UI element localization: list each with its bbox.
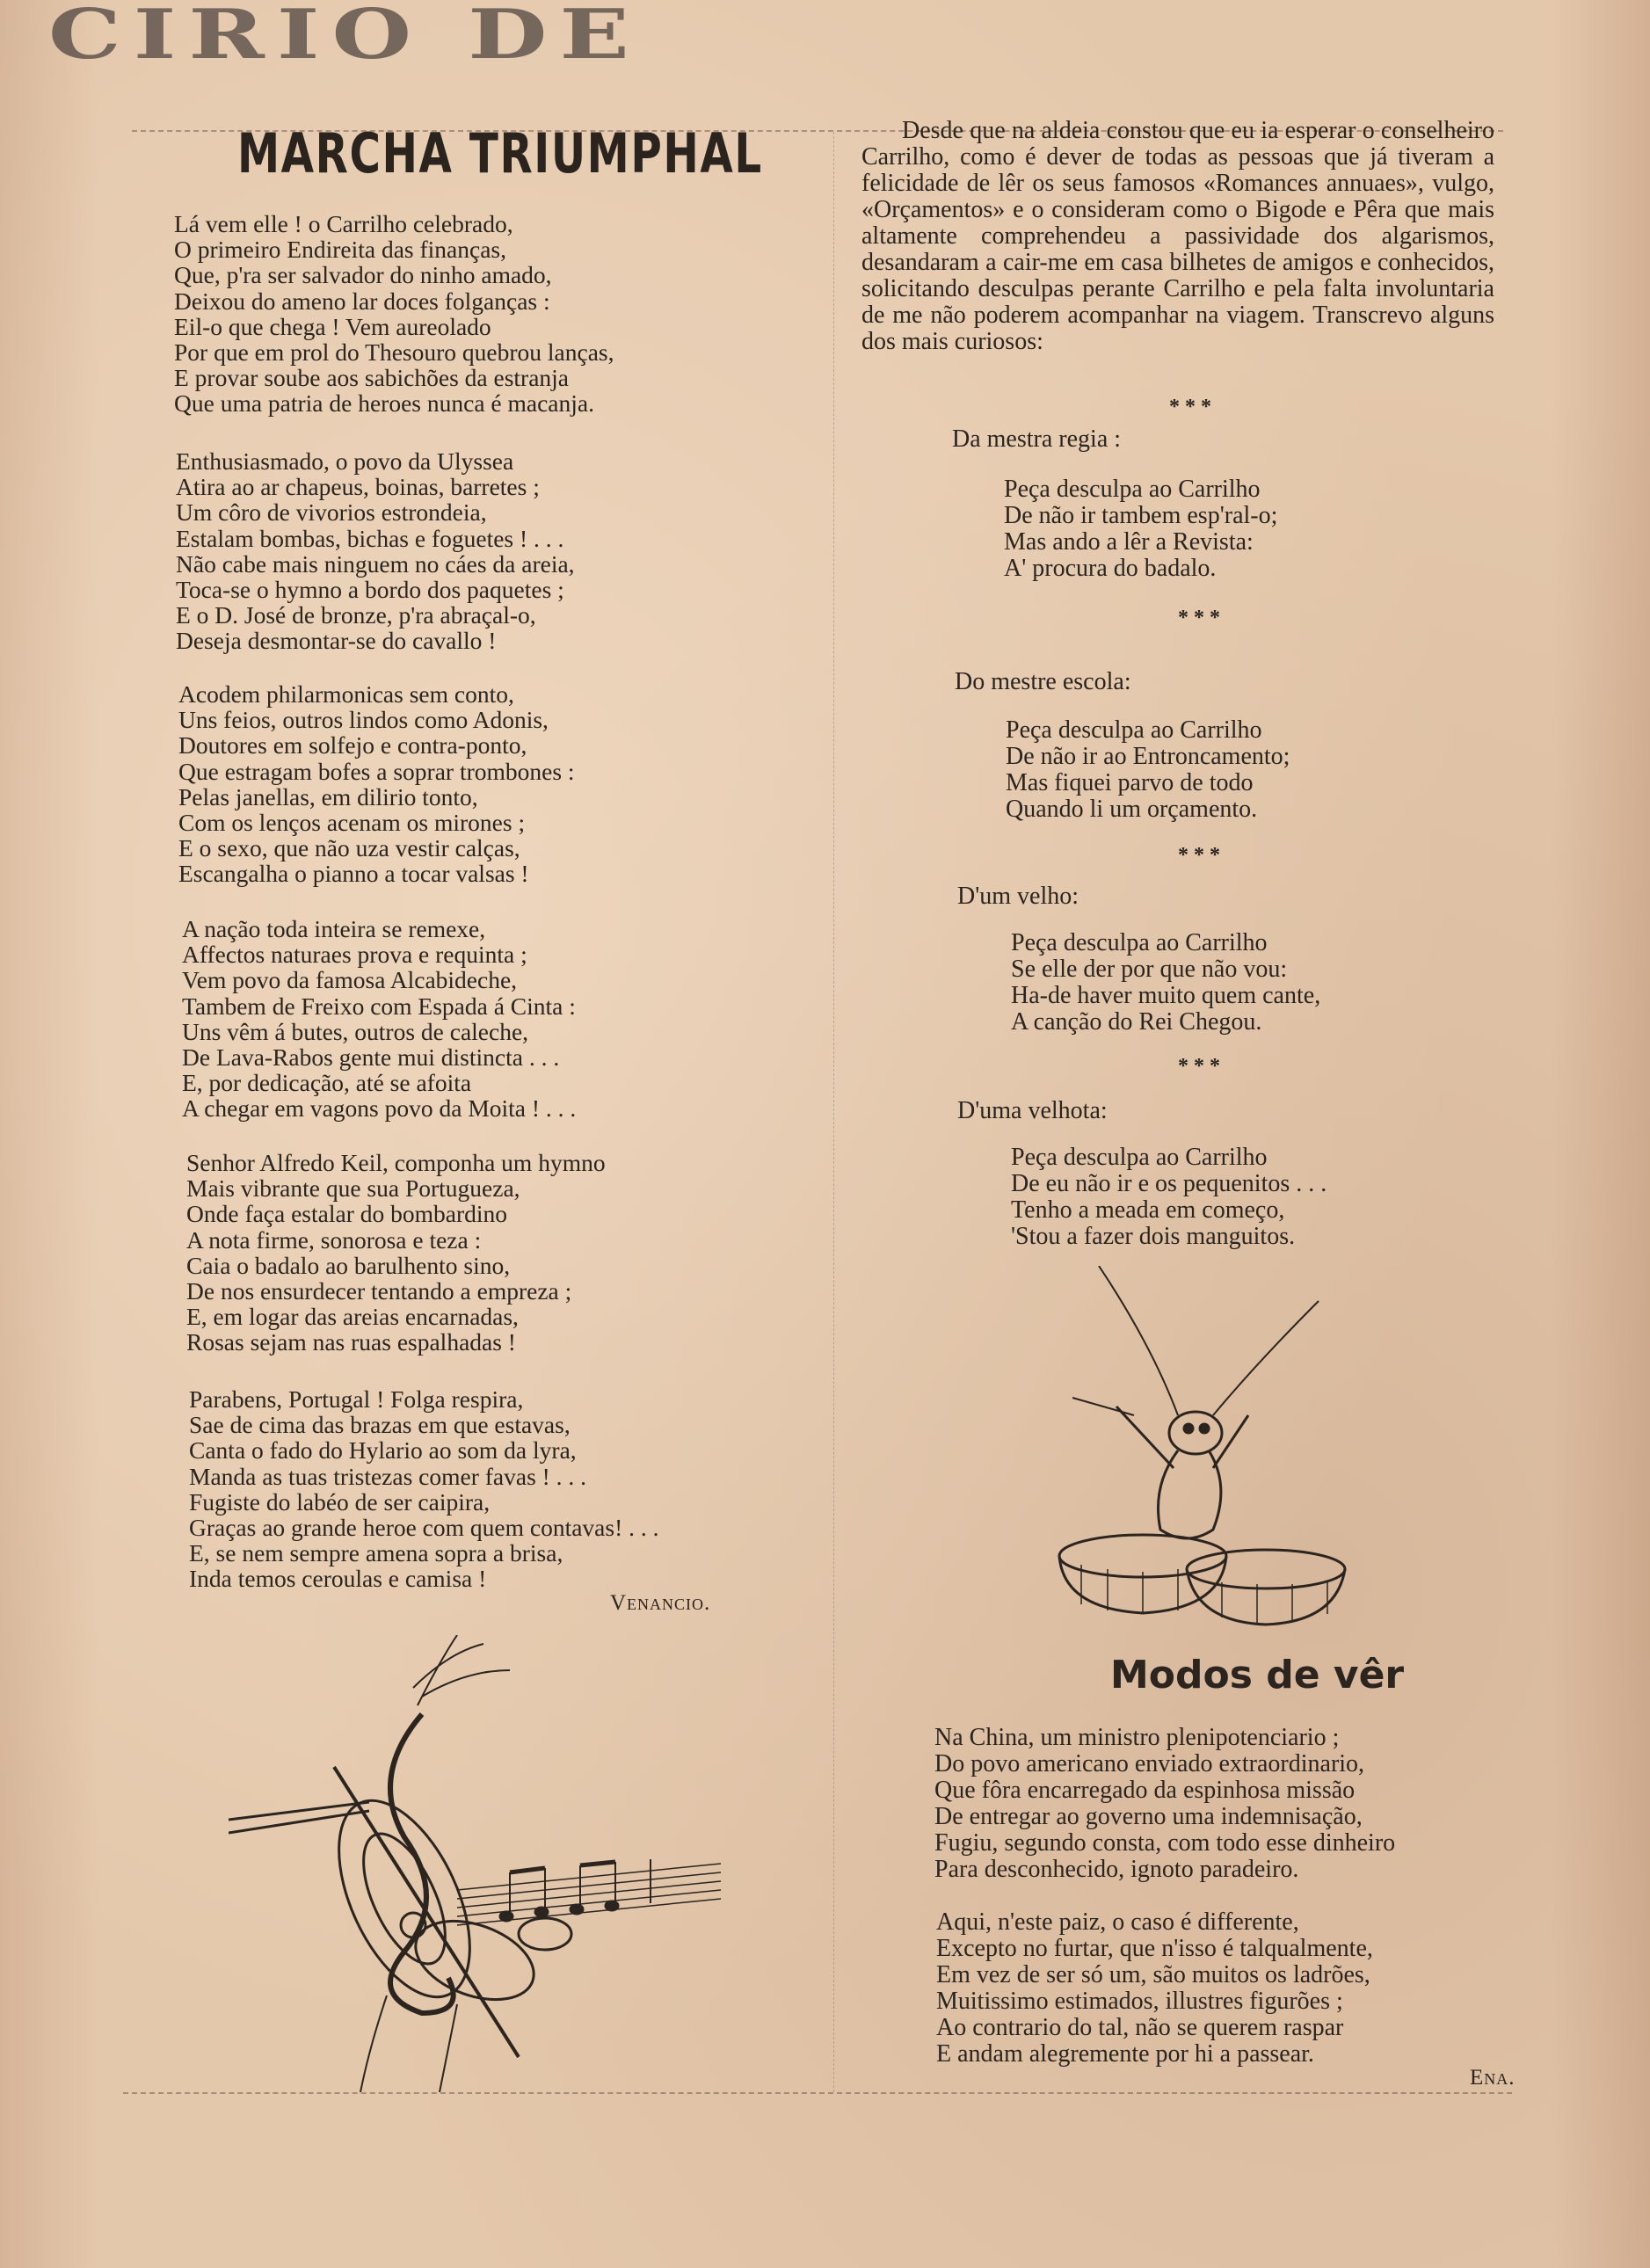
verse-line: Onde faça estalar do bombardino	[186, 1200, 507, 1228]
verse-line: Quando li um orçamento.	[1006, 796, 1258, 823]
verse-line: Tambem de Freixo com Espada á Cinta :	[182, 992, 576, 1020]
verse-line: Para desconhecido, ignoto paradeiro.	[934, 1856, 1299, 1883]
verse-line: Que uma patria de heroes nunca é macanja.	[174, 389, 594, 418]
verse-line: De não ir tambem esp'ral-o;	[1004, 502, 1278, 529]
verse-line: Senhor Alfredo Keil, componha um hymno	[186, 1149, 606, 1176]
verse-line: Peça desculpa ao Carrilho	[1011, 929, 1268, 956]
reply-verse-4	[1011, 1145, 1327, 1250]
verse-line: Ha-de haver muito quem cante,	[1011, 982, 1321, 1009]
verse-line: Deixou do ameno lar doces folganças :	[174, 287, 550, 315]
verse-line: Doutores em solfejo e contra-ponto,	[178, 731, 527, 760]
verse-line: O primeiro Endireita das finanças,	[174, 236, 506, 264]
verse-line: Escangalha o pianno a tocar valsas !	[178, 860, 529, 888]
modos-stanza-2	[936, 1909, 1373, 2068]
verse-line: Um côro de vivorios estrondeia,	[176, 498, 487, 527]
verse-line: E, em logar das areias encarnadas,	[186, 1303, 519, 1331]
modos-signature: Ena.	[1470, 2066, 1516, 2090]
verse-line: Peça desculpa ao Carrilho	[1006, 716, 1262, 744]
verse-line: E andam alegremente por hi a passear.	[936, 2040, 1314, 2068]
verse-line: Deseja desmontar-se do cavallo !	[176, 627, 497, 655]
march-signature: Venancio.	[610, 1591, 711, 1615]
verse-line: A nação toda inteira se remexe,	[182, 915, 486, 942]
verse-line: E, se nem sempre amena sopra a brisa,	[189, 1539, 563, 1567]
verse-line: Excepto no furtar, que n'isso é talqualmente,	[936, 1935, 1373, 1962]
march-stanza-6	[189, 1386, 659, 1592]
verse-line: Peça desculpa ao Carrilho	[1011, 1144, 1268, 1171]
verse-line: Peça desculpa ao Carrilho	[1004, 476, 1261, 503]
reply-verse-1	[1004, 476, 1277, 582]
verse-line: Ao contrario do tal, não se querem raspar	[936, 2014, 1344, 2041]
reply-from-3: D'um velho:	[957, 883, 1079, 910]
modos-de-ver-title: Modos de vêr	[1110, 1653, 1405, 1697]
verse-line: Canta o fado do Hylario ao som da lyra,	[189, 1436, 577, 1465]
reply-from-4: D'uma velhota:	[957, 1097, 1108, 1124]
march-stanza-1	[174, 211, 614, 417]
march-stanza-4	[182, 916, 576, 1122]
verse-line: E provar soube aos sabichões da estranja	[174, 364, 570, 392]
verse-line: De não ir ao Entroncamento;	[1006, 743, 1290, 770]
verse-line: Uns feios, outros lindos como Adonis,	[178, 706, 549, 734]
reply-verse-3	[1011, 930, 1320, 1036]
verse-line: Se elle der por que não vou:	[1011, 956, 1288, 983]
verse-line: Do povo americano enviado extraordinario,	[934, 1750, 1365, 1777]
masthead-stamp: CIRIO DE	[48, 0, 642, 75]
musical-instruments-illustration	[229, 1635, 738, 2092]
verse-line: Que, p'ra ser salvador do ninho amado,	[174, 261, 552, 289]
verse-line: Muitissimo estimados, illustres figurões ;	[936, 1988, 1343, 2015]
verse-line: Affectos naturaes prova e requinta ;	[182, 941, 527, 969]
verse-line: Lá vem elle ! o Carrilho celebrado,	[174, 210, 513, 237]
bottom-divider	[123, 2092, 1512, 2094]
verse-line: Vem povo da famosa Alcabideche,	[182, 966, 518, 994]
verse-line: Enthusiasmado, o povo da Ulyssea	[176, 447, 514, 475]
reply-from-1: Da mestra regia :	[952, 425, 1122, 453]
reply-from-2: Do mestre escola:	[955, 668, 1131, 695]
verse-line: Na China, um ministro plenipotenciario ;	[934, 1724, 1340, 1751]
verse-line: Não cabe mais ninguem no cáes da areia,	[176, 549, 575, 578]
verse-line: Aqui, n'este paiz, o caso é differente,	[936, 1908, 1299, 1936]
column-divider	[833, 132, 834, 2092]
verse-line: Estalam bombas, bichas e foguetes ! . . .	[176, 524, 564, 552]
verse-line: Mais vibrante que sua Portugueza,	[186, 1174, 520, 1203]
verse-line: Graças ao grande heroe com quem contavas! . . .	[189, 1514, 659, 1542]
verse-line: A canção do Rei Chegou.	[1011, 1008, 1262, 1036]
stars-divider-4: * * *	[1178, 1055, 1220, 1078]
verse-line: Que fôra encarregado da espinhosa missão	[934, 1777, 1356, 1804]
verse-line: Fugiste do labéo de ser caipira,	[189, 1487, 491, 1516]
verse-line: Mas fiquei parvo de todo	[1006, 769, 1254, 796]
verse-line: Rosas sejam nas ruas espalhadas !	[186, 1328, 516, 1356]
verse-line: E, por dedicação, até se afoita	[182, 1069, 472, 1097]
march-stanza-5	[186, 1150, 606, 1356]
stars-divider-2: * * *	[1178, 607, 1220, 629]
verse-line: De eu não ir e os pequenitos . . .	[1011, 1170, 1327, 1197]
verse-line: Que estragam bofes a soprar trombones :	[178, 757, 575, 785]
verse-line: Em vez de ser só um, são muitos os ladrões,	[936, 1961, 1370, 1988]
verse-line: Tenho a meada em começo,	[1011, 1196, 1285, 1224]
verse-line: Parabens, Portugal ! Folga respira,	[189, 1385, 524, 1413]
poem-title: MARCHA TRIUMPHAL	[237, 121, 763, 185]
verse-line: Toca-se o hymno a bordo dos paquetes ;	[176, 576, 564, 604]
cricket-drummer-illustration	[1055, 1266, 1354, 1635]
verse-line: A' procura do badalo.	[1004, 555, 1217, 582]
verse-line: Caia o badalo ao barulhento sino,	[186, 1251, 511, 1279]
verse-line: 'Stou a fazer dois manguitos.	[1011, 1223, 1296, 1250]
verse-line: A nota firme, sonorosa e teza :	[186, 1225, 482, 1254]
stars-divider-1: * * *	[1169, 396, 1211, 418]
verse-line: Acodem philarmonicas sem conto,	[178, 680, 514, 708]
verse-line: A chegar em vagons povo da Moita ! . . .	[182, 1094, 577, 1123]
verse-line: Atira ao ar chapeus, boinas, barretes ;	[176, 473, 540, 501]
march-stanza-3	[178, 681, 575, 887]
verse-line: Fugiu, segundo consta, com todo esse dinheiro	[934, 1829, 1396, 1857]
reply-verse-2	[1006, 717, 1290, 823]
verse-line: Mas ando a lêr a Revista:	[1004, 528, 1254, 556]
verse-line: Pelas janellas, em dilirio tonto,	[178, 782, 478, 811]
verse-line: Uns vêm á butes, outros de caleche,	[182, 1017, 529, 1045]
stars-divider-3: * * *	[1178, 844, 1220, 867]
verse-line: Com os lenços acenam os mirones ;	[178, 809, 526, 837]
verse-line: Manda as tuas tristezas comer favas ! . . .	[189, 1462, 587, 1490]
verse-line: E o sexo, que não uza vestir calças,	[178, 834, 520, 862]
verse-line: E o D. José de bronze, p'ra abraçal-o,	[176, 601, 536, 629]
verse-line: Inda temos ceroulas e camisa !	[189, 1565, 487, 1593]
verse-line: De Lava-Rabos gente mui distincta . . .	[182, 1043, 560, 1072]
verse-line: Eil-o que chega ! Vem aureolado	[174, 312, 491, 340]
intro-paragraph: Desde que na aldeia constou que eu ia esperar o conselheiro Carrilho, como é dever de todas as pessoas que já tiveram a felicidade de lêr os seus famosos «Romances annuaes», vulgo, «Orçamentos» e o consideram como o Bigode e Pêra que mais altamente comprehendeu a passividade dos algarismos, desandaram a cair-me em casa bilhetes de amigos e conhecidos, solicitando desculpas perante Carrilho e pela falta involuntaria de me não poderem acompanhar na viagem. Transcrevo alguns dos mais curiosos:	[861, 117, 1494, 355]
verse-line: De entregar ao governo uma indemnisação,	[934, 1803, 1363, 1830]
march-stanza-2	[176, 448, 575, 654]
verse-line: Por que em prol do Thesouro quebrou lanças,	[174, 338, 614, 367]
verse-line: De nos ensurdecer tentando a empreza ;	[186, 1277, 572, 1305]
verse-line: Sae de cima das brazas em que estavas,	[189, 1411, 571, 1439]
modos-stanza-1	[934, 1725, 1395, 1883]
